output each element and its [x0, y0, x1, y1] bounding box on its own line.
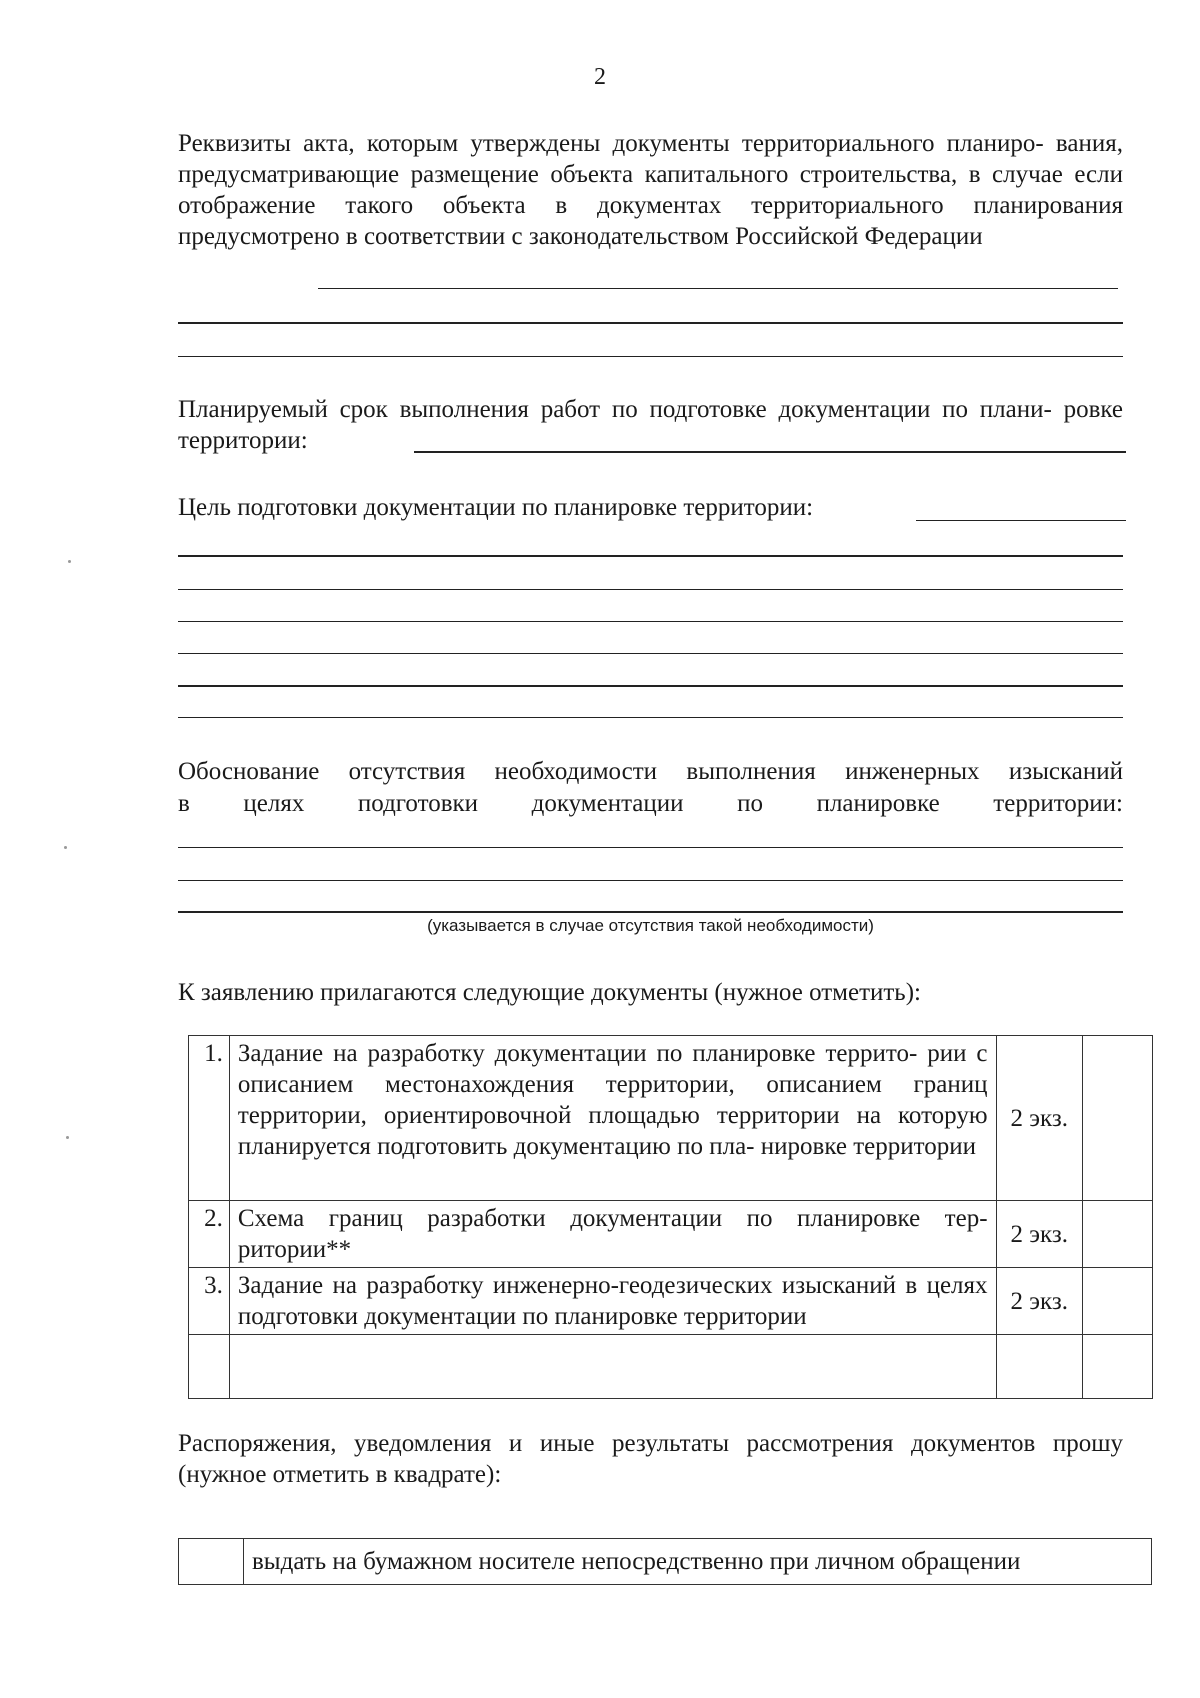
justification-line-1: Обоснование отсутствия необходимости выполнения инженерных изысканий — [178, 758, 1123, 785]
row-checkbox[interactable] — [1082, 1201, 1152, 1268]
option-checkbox[interactable] — [179, 1539, 244, 1585]
row-description: Задание на разработку документации по планировке террито- рии с описанием местонахождения территории, описанием границ территории, ориентировочной площадью территории на которую планируется подготовить документацию по пла- нировке территории — [229, 1036, 996, 1201]
justification-fill-line-1[interactable] — [178, 847, 1123, 848]
act-requisites-text: Реквизиты акта, которым утверждены документы территориального планиро- вания, предусматривающие размещение объекта капитального строительства, в случае если отображение такого объекта в документах территориального планирования предусмотрено в соответствии с законодательством Российской Федерации — [178, 130, 1123, 250]
act-fill-line-1[interactable] — [318, 288, 1118, 289]
table-row — [189, 1036, 1153, 1201]
row-checkbox[interactable] — [1082, 1335, 1152, 1399]
page-number: 2 — [594, 64, 606, 90]
goal-fill-line-3[interactable] — [178, 589, 1123, 590]
row-description — [229, 1335, 996, 1399]
goal-fill-line-6[interactable] — [178, 685, 1123, 687]
results-options-table — [178, 1538, 1152, 1585]
goal-text: Цель подготовки документации по планировке территории: — [178, 494, 814, 521]
table-row — [189, 1268, 1153, 1335]
goal-fill-line-4[interactable] — [178, 621, 1123, 622]
table-row — [179, 1539, 1152, 1585]
row-number: 3. — [189, 1268, 230, 1335]
act-fill-line-2[interactable] — [178, 322, 1123, 324]
scan-speck — [68, 560, 71, 563]
table-row — [189, 1335, 1153, 1399]
justification-fill-line-3[interactable] — [178, 911, 1123, 913]
row-description: Задание на разработку инженерно-геодезических изысканий в целях подготовки документации по планировке территории — [229, 1268, 996, 1335]
attachments-table — [188, 1035, 1153, 1399]
goal-fill-line-5[interactable] — [178, 653, 1123, 654]
planned-term-text: Планируемый срок выполнения работ по подготовке документации по плани- ровке территории: — [178, 396, 1123, 454]
option-label: выдать на бумажном носителе непосредственно при личном обращении — [244, 1539, 1152, 1585]
goal-fill-line-1[interactable] — [916, 520, 1126, 521]
row-quantity: 2 экз. — [996, 1201, 1082, 1268]
scan-speck — [66, 1136, 69, 1139]
goal-fill-line-2[interactable] — [178, 555, 1123, 557]
justification-fill-line-2[interactable] — [178, 880, 1123, 881]
scan-speck — [64, 846, 67, 849]
row-checkbox[interactable] — [1082, 1268, 1152, 1335]
goal-fill-line-7[interactable] — [178, 717, 1123, 718]
row-number: 2. — [189, 1201, 230, 1268]
row-quantity — [996, 1335, 1082, 1399]
row-quantity: 2 экз. — [996, 1268, 1082, 1335]
row-description: Схема границ разработки документации по планировке тер- ритории** — [229, 1201, 996, 1268]
justification-caption: (указывается в случае отсутствия такой необходимости) — [427, 916, 874, 935]
row-quantity: 2 экз. — [996, 1036, 1082, 1201]
planned-term-fill-line[interactable] — [414, 451, 1126, 453]
table-row — [189, 1201, 1153, 1268]
row-number — [189, 1335, 230, 1399]
row-checkbox[interactable] — [1082, 1036, 1152, 1201]
row-number: 1. — [189, 1036, 230, 1201]
attachments-intro: К заявлению прилагаются следующие документы (нужное отметить): — [178, 979, 921, 1006]
act-fill-line-3[interactable] — [178, 356, 1123, 357]
justification-line-2: в целях подготовки документации по планировке территории: — [178, 790, 1123, 817]
results-intro: Распоряжения, уведомления и иные результаты рассмотрения документов прошу (нужное отметить в квадрате): — [178, 1430, 1123, 1488]
